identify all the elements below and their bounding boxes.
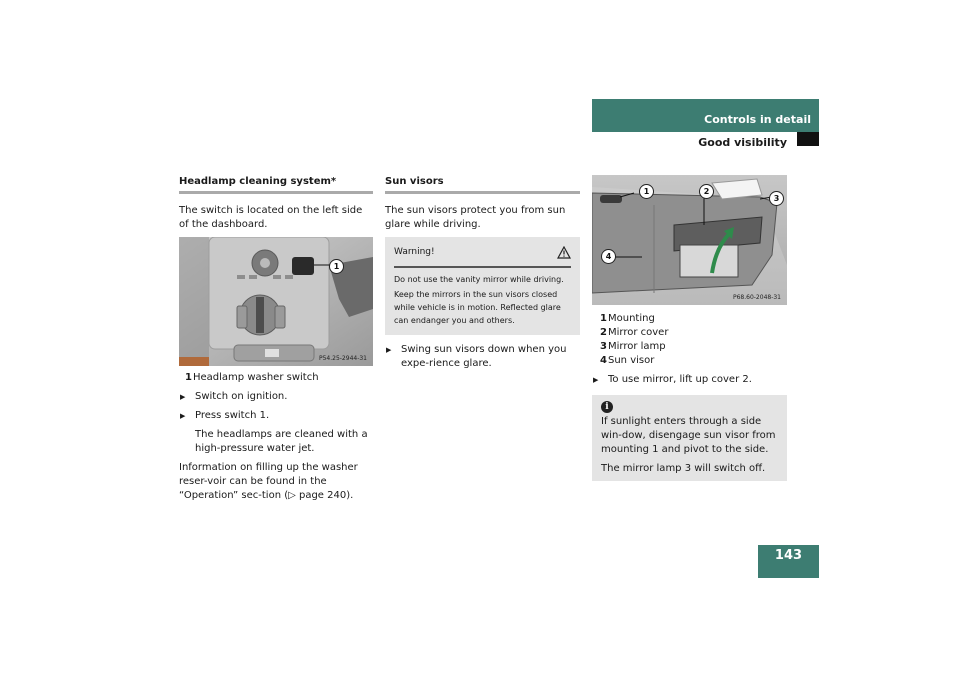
step-press-switch: ▶ Press switch 1. [179,409,373,423]
legend-item [185,371,373,385]
step-swing-visors: ▶ Swing sun visors down when you expe-rience glare. [385,343,580,371]
sun-visors-intro: The sun visors protect you from sun glare while driving. [385,205,566,230]
section-header [592,99,819,132]
warning-header [394,245,571,268]
figure1-legend [185,371,373,385]
legend-item [600,312,787,326]
figure2-callout-2: 2 [699,184,714,199]
dashboard-switch-illustration [179,237,373,366]
warning-box [385,237,580,335]
subtitle-marker [797,132,819,146]
headlamp-switch-figure [179,237,373,366]
column-headlamp-cleaning [179,175,373,508]
figure2-callout-3: 3 [769,191,784,206]
section-title: Controls in detail [704,113,811,126]
warning-title: Warning! [394,247,435,257]
sun-visor-figure [592,175,787,305]
washer-info: Information on filling up the washer reser-voir can be found in the “Operation” sec-tion (▷ page 240). [179,462,358,501]
figure2-legend [600,312,787,368]
warning-triangle-icon [557,246,571,259]
legend-text: Sun visor [608,355,655,366]
warning-text-1: Do not use the vanity mirror while driving. [394,275,564,284]
legend-item [600,340,787,354]
legend-num: 2 [600,327,607,338]
legend-num: 1 [600,313,607,324]
step-lift-cover: ▶ To use mirror, lift up cover 2. [592,373,787,387]
info-text-1: If sunlight enters through a side win-dow, disengage sun visor from mounting 1 and pivot to the side. [601,416,776,455]
step-result: The headlamps are cleaned with a high-pressure water jet. [195,429,368,454]
info-text-2: The mirror lamp 3 will switch off. [601,463,766,474]
legend-num: 4 [600,355,607,366]
column-sun-visors [385,175,580,376]
figure2-callout-1: 1 [639,184,654,199]
sun-visors-title: Sun visors [385,175,580,194]
figure1-code: P54.25-2944-31 [318,355,367,362]
figure2-callout-4: 4 [601,249,616,264]
legend-text: Mounting [608,313,655,324]
info-box [592,395,787,481]
legend-item [600,354,787,368]
figure1-callout-1: 1 [329,259,344,274]
section-subtitle: Good visibility [698,136,787,149]
legend-text: Mirror cover [608,327,669,338]
headlamp-cleaning-title: Headlamp cleaning system* [179,175,373,194]
sun-visor-illustration [592,175,787,305]
page-number: 143 [758,545,819,578]
headlamp-intro: The switch is located on the left side of the dashboard. [179,205,363,230]
legend-item [600,326,787,340]
info-icon: i [601,401,613,413]
warning-text-2: Keep the mirrors in the sun visors closed while vehicle is in motion. Reflected glare can endanger you and others. [394,290,561,325]
legend-num: 3 [600,341,607,352]
legend-num: 1 [185,372,192,383]
column-visor-mirror [592,175,787,481]
step-ignition: ▶ Switch on ignition. [179,390,373,404]
legend-text: Mirror lamp [608,341,666,352]
figure2-code: P68.60-2048-31 [732,294,781,301]
legend-text: Headlamp washer switch [193,372,319,383]
